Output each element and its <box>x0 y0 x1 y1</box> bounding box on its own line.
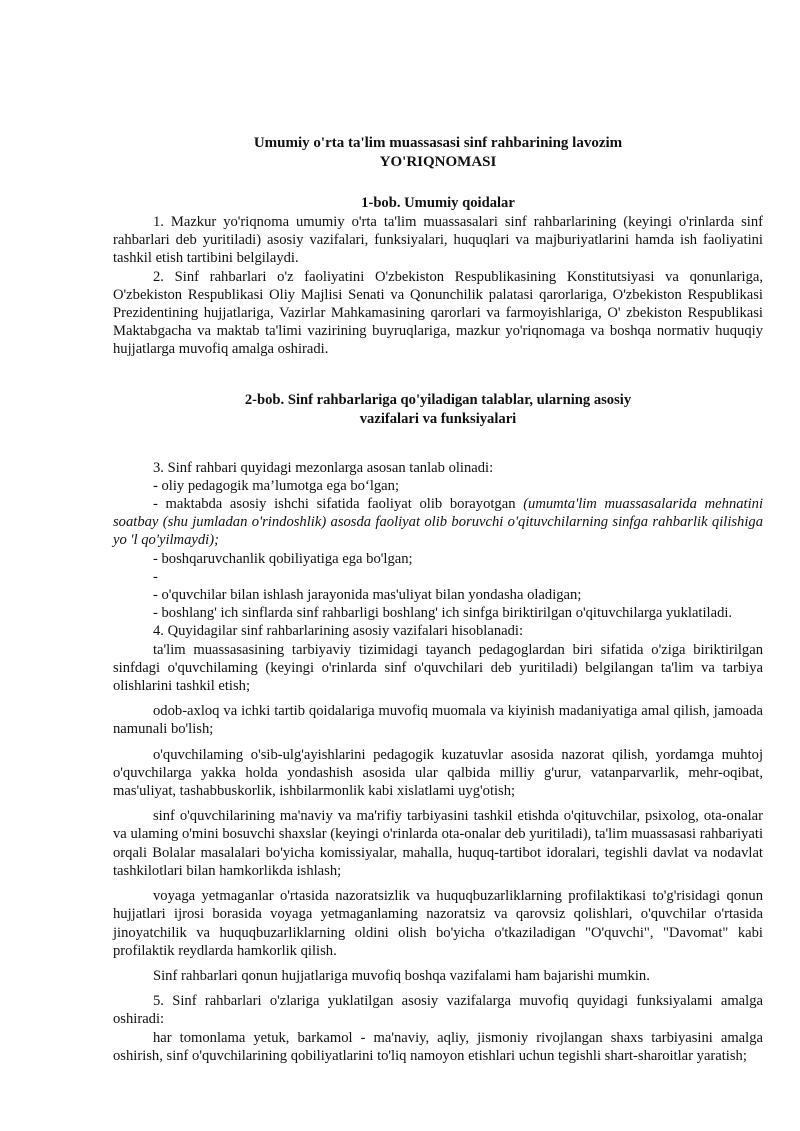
requirement-4: - <box>153 568 158 585</box>
paragraph-2: 2. Sinf rahbarlari o'z faoliyatini O'zbekiston Respublikasining Konstitutsiyasi va qonunlariga, O'zbekiston Respublikasi Oliy Majlisi Senati va Qonunchilik palatasi qarorlariga, O'zbekiston Respublikasi Prezidentining hujjatlariga, Vazirlar Mahkamasining qarorlari va farmoyishlariga, O' zbekiston Respublikasi Maktabgacha va maktab ta'limi vazirining buyruqlariga, mazkur yo'riqnomaga va boshqa normativ huquqiy hujjatlarga muvofiq amalga oshiradi. <box>113 268 763 358</box>
chapter-2-heading-line-1: 2-bob. Sinf rahbarlariga qo'yiladigan talablar, ularning asosiy <box>244 391 632 408</box>
chapter-2-heading-line-2: vazifalari va funksiyalari <box>359 410 517 427</box>
chapter-2-heading <box>113 391 763 429</box>
paragraph-1: 1. Mazkur yo'riqnoma umumiy o'rta ta'lim muassasalari sinf rahbarlarining (keyingi o'rinlarda sinf rahbarlari deb yuritiladi) asosiy vazifalari, funksiyalari, huquqlari va majburiyatlarini hamda ish faoliyatini tashkil etish tartibini belgilaydi. <box>113 214 763 267</box>
chapter-1-heading: 1-bob. Umumiy qoidalar <box>361 195 515 211</box>
document-title: Umumiy o'rta ta'lim muassasasi sinf rahbarining lavozim <box>253 135 623 151</box>
requirement-3: - boshqaruvchanlik qobiliyatiga ega bo'lgan; <box>153 550 413 567</box>
requirement-6: - boshlang' ich sinflarda sinf rahbarligi boshlang' ich sinfga biriktirilgan o'qituvchilarga yuklatiladi. <box>153 605 733 622</box>
paragraph-4: 4. Quyidagilar sinf rahbarlarining asosiy vazifalari hisoblanadi: <box>153 623 524 640</box>
task-1: ta'lim muassasasining tarbiyaviy tizimidagi tayanch pedagoglardan biri sifatida o'ziga biriktirilgan sinfdagi o'quvchilaming (keyingi o'rinlarda sinf o'quvchilari deb yuritiladi) belgilangan ta'lim va tarbiya olishlarini tashkil etish; <box>113 641 763 695</box>
task-2: odob-axloq va ichki tartib qoidalariga muvofiq muomala va kiyinish madaniyatiga amal qilish, jamoada namunali bo'lish; <box>113 703 763 738</box>
document-subtitle: YO'RIQNOMASI <box>379 154 497 170</box>
paragraph-3: 3. Sinf rahbari quyidagi mezonlarga asosan tanlab olinadi: <box>153 459 494 476</box>
requirement-1: - oliy pedagogik ma’lumotga ega bo‘lgan; <box>153 477 399 494</box>
task-4: sinf o'quvchilarining ma'naviy va ma'rifiy tarbiyasini tashkil etishda o'qituvchilar, psixolog, ota-onalar va ulaming o'mini bosuvchi shaxslar (keyingi o'rinlarda ota-onalar deb yuritiladi), ta'lim muassasasi rahbariyati orqali Bolalar masalalari bo'yicha komissiyalar, mahalla, huquq-tartibot idoralari, tegishli davlat va nodavlat tashkilotlari bilan hamkorlikda ishlash; <box>113 808 763 879</box>
requirement-2-text: - maktabda asosiy ishchi sifatida faoliyat olib borayotgan <box>153 496 524 513</box>
task-3: o'quvchilaming o'sib-ulg'ayishlarini pedagogik kuzatuvlar asosida nazorat qilish, yordamga muhtoj o'quvchilarga yakka holda yondashish asosida ular qalbida milliy g'urur, vatanparvarlik, mehr-oqibat, mas'uliyat, tashabbuskorlik, ishbilarmonlik kabi xislatlami uyg'otish; <box>113 746 763 800</box>
requirement-5: - o'quvchilar bilan ishlash jarayonida mas'uliyat bilan yondasha oladigan; <box>153 587 582 604</box>
paragraph-5: 5. Sinf rahbarlari o'zlariga yuklatilgan asosiy vazifalarga muvofiq quyidagi funksiyalami amalga oshiradi: <box>113 993 763 1028</box>
requirement-2 <box>113 495 763 550</box>
task-5: voyaga yetmaganlar o'rtasida nazoratsizlik va huquqbuzarliklarning profilaktikasi to'g'risidagi qonun hujjatlari ijrosi borasida voyaga yetmaganlaming nazoratsiz va qarovsiz qolishlari, o'quvchilar o'rtasida jinoyatchilik va huquqbuzarliklarning oldini olish bo'yicha o'tkaziladigan "O'quvchi", "Davomat" kabi profilaktik reydlarda hamkorlik qilish. <box>113 888 763 959</box>
requirement-2-note: (umumta'lim muassasalarida mehnatini soatbay (shu jumladan o'rindoshlik) asosda faoliyat olib boruvchi o'qituvchilarning sinfga rahbarlik qilishiga yo 'l qo'yilmaydi); <box>113 496 763 549</box>
task-6: Sinf rahbarlari qonun hujjatlariga muvofiq boshqa vazifalami ham bajarishi mumkin. <box>153 967 650 984</box>
function-1: har tomonlama yetuk, barkamol - ma'naviy, aqliy, jismoniy rivojlangan shaxs tarbiyasini amalga oshirish, sinf o'quvchilarining qobiliyatlarini to'liq namoyon etishlari uchun tegishli shart-sharoitlar yaratish; <box>113 1029 763 1064</box>
document-page <box>113 134 763 1065</box>
